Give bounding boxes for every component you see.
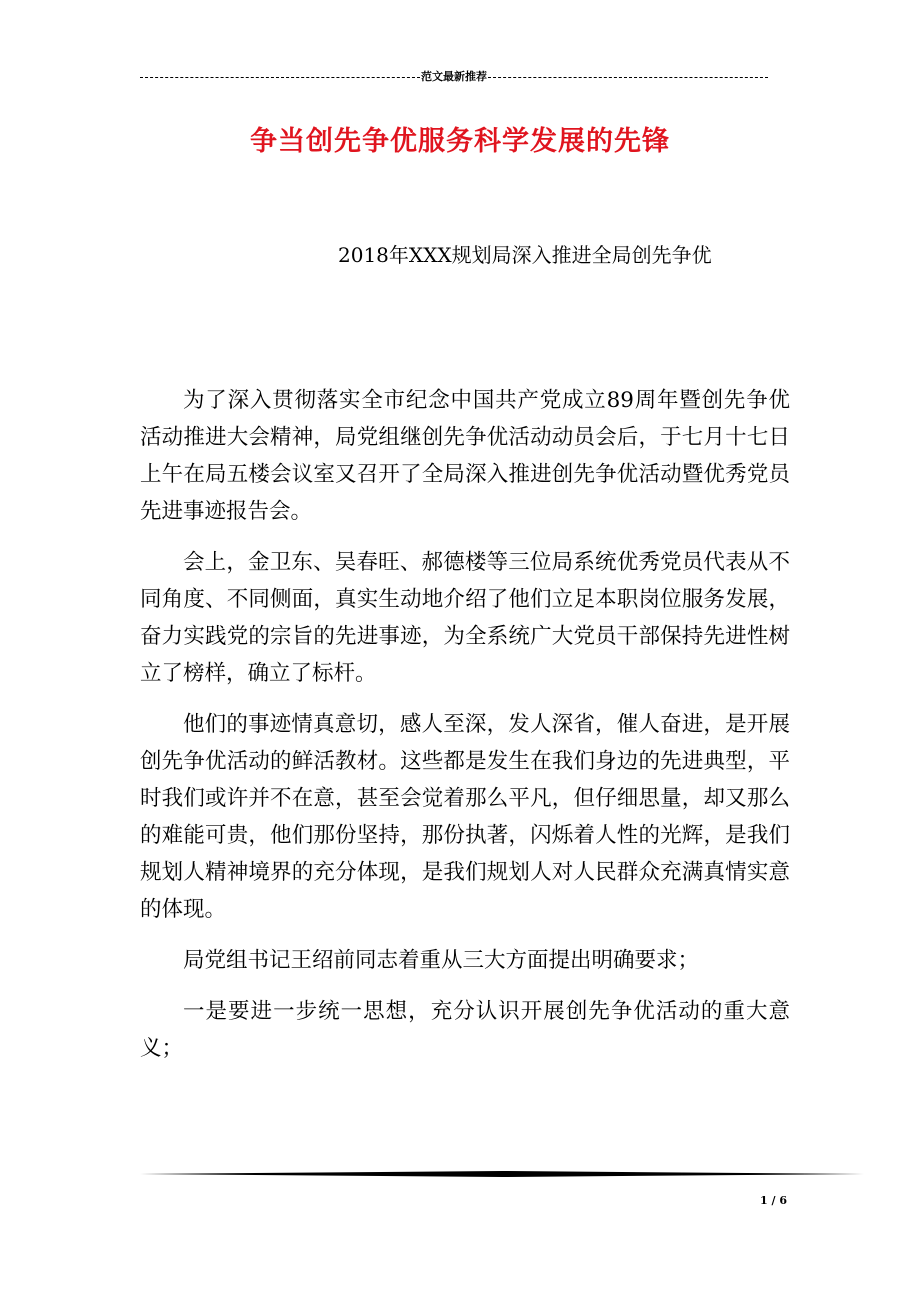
header-dash-right [488, 77, 768, 78]
document-body [140, 382, 790, 1081]
page-number: 1 / 6 [760, 1194, 787, 1207]
document-subtitle: 2018年XXX规划局深入推进全局创先争优 [338, 243, 712, 267]
header-dash-left [140, 77, 420, 78]
paragraph-3: 他们的事迹情真意切，感人至深，发人深省，催人奋进，是开展创先争优活动的鲜活教材。这些都是发生在我们身边的先进典型，平时我们或许并不在意，甚至会觉着那么平凡，但仔细思量，却又那么的难能可贵，他们那份坚持，那份执著，闪烁着人性的光辉，是我们规划人精神境界的充分体现，是我们规划人对人民群众充满真情实意的体现。 [140, 712, 790, 922]
footer-divider [140, 1170, 864, 1178]
paragraph-2: 会上，金卫东、吴春旺、郝德楼等三位局系统优秀党员代表从不同角度、不同侧面，真实生动地介绍了他们立足本职岗位服务发展，奋力实践党的宗旨的先进事迹，为全系统广大党员干部保持先进性树立了榜样，确立了标杆。 [140, 550, 790, 686]
paragraph-5: 一是要进一步统一思想，充分认识开展创先争优活动的重大意义； [140, 999, 790, 1061]
header-label: 范文最新推荐 [421, 70, 487, 83]
paragraph-4: 局党组书记王绍前同志着重从三大方面提出明确要求； [183, 948, 700, 973]
page-header [140, 70, 768, 84]
paragraph-1: 为了深入贯彻落实全市纪念中国共产党成立89周年暨创先争优活动推进大会精神，局党组继创先争优活动动员会后，于七月十七日上午在局五楼会议室又召开了全局深入推进创先争优活动暨优秀党员先进事迹报告会。 [140, 388, 790, 524]
document-title: 争当创先争优服务科学发展的先锋 [250, 126, 670, 157]
